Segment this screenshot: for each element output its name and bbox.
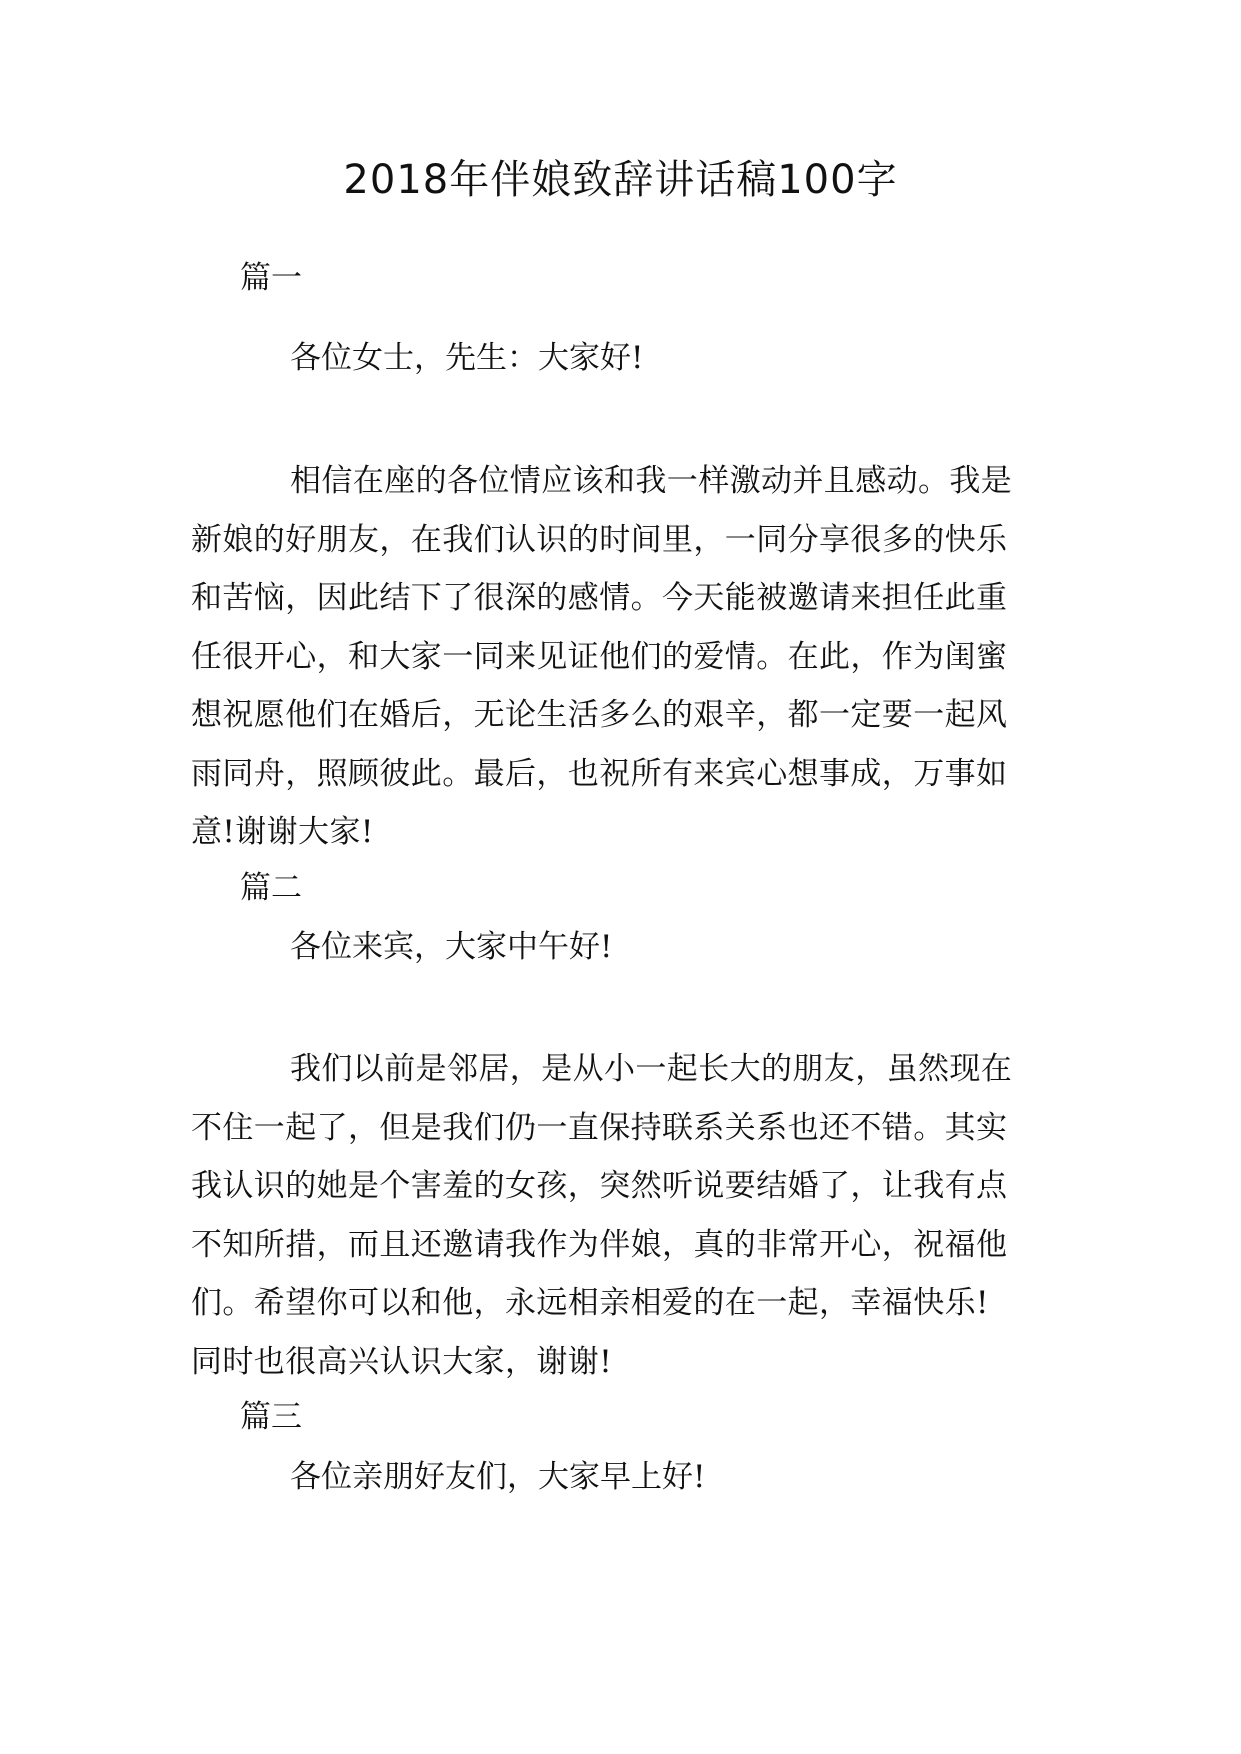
body-line: 同时也很高兴认识大家，谢谢!: [191, 1343, 613, 1380]
body-line: 和苦恼，因此结下了很深的感情。今天能被邀请来担任此重: [191, 580, 1008, 616]
body-line: 任很开心，和大家一同来见证他们的爱情。在此，作为闺蜜: [191, 638, 1008, 675]
section-greeting-1: 各位女士，先生：大家好!: [290, 340, 644, 376]
section-heading-2: 篇二: [240, 870, 302, 906]
section-heading-1: 篇一: [240, 260, 302, 296]
document-title: 2018年伴娘致辞讲话稿100字: [343, 157, 898, 203]
section-heading-3: 篇三: [240, 1399, 302, 1435]
body-line: 不住一起了，但是我们仍一直保持联系关系也还不错。其实: [191, 1109, 1008, 1146]
body-line: 我认识的她是个害羞的女孩，突然听说要结婚了，让我有点: [191, 1168, 1008, 1204]
section-body-2: [191, 1040, 1061, 1391]
section-body-1: [191, 452, 1061, 862]
section-greeting-3: 各位亲朋好友们，大家早上好!: [290, 1459, 706, 1495]
body-line: 不知所措，而且还邀请我作为伴娘，真的非常开心，祝福他: [191, 1226, 1008, 1263]
body-line: 相信在座的各位情应该和我一样激动并且感动。我是: [290, 463, 1013, 499]
body-line: 雨同舟，照顾彼此。最后，也祝所有来宾心想事成，万事如: [191, 755, 1008, 792]
body-line: 我们以前是邻居，是从小一起长大的朋友，虽然现在: [290, 1051, 1013, 1087]
body-line: 想祝愿他们在婚后，无论生活多么的艰辛，都一定要一起风: [191, 697, 1008, 733]
body-line: 们。希望你可以和他，永远相亲相爱的在一起，幸福快乐!: [191, 1285, 989, 1321]
section-greeting-2: 各位来宾，大家中午好!: [290, 929, 613, 965]
body-line: 意!谢谢大家!: [191, 814, 374, 850]
body-line: 新娘的好朋友，在我们认识的时间里，一同分享很多的快乐: [191, 521, 1008, 558]
